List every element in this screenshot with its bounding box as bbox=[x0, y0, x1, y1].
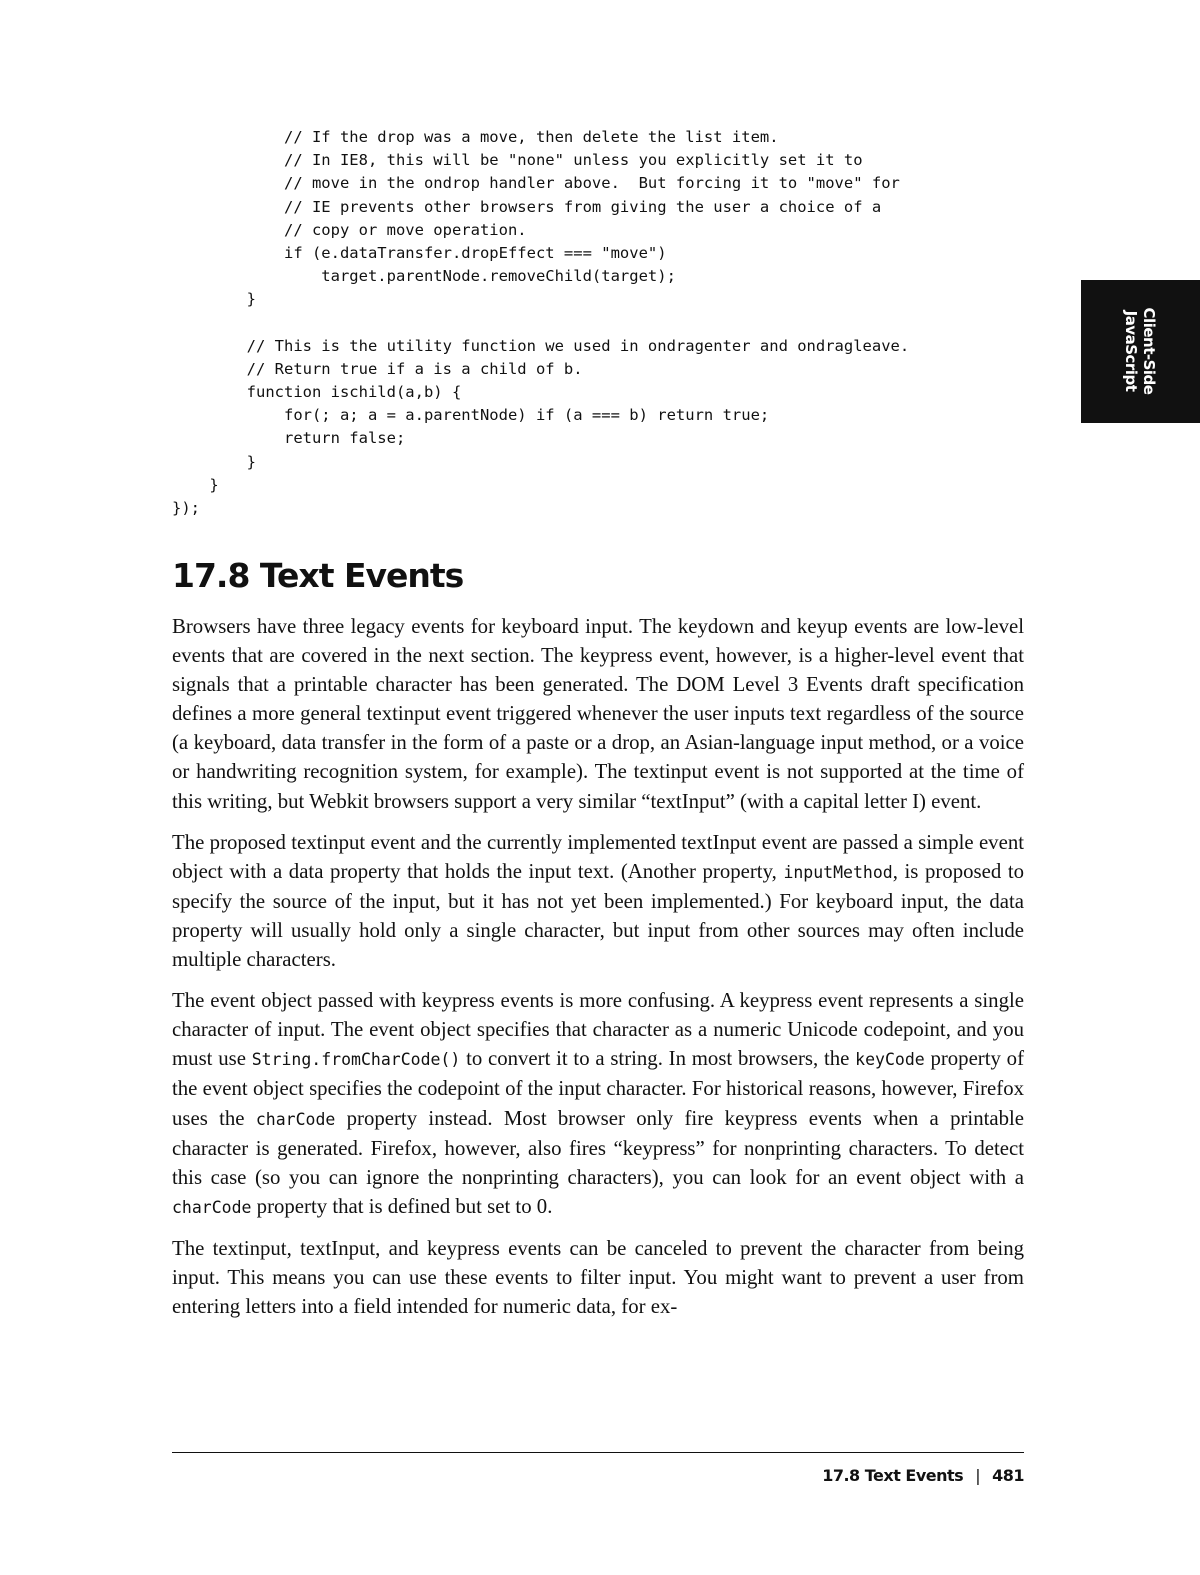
code-line: if (e.dataTransfer.dropEffect === "move") bbox=[172, 243, 667, 262]
paragraph-textinput-event bbox=[172, 828, 1024, 974]
code-line: // This is the utility function we used in ondragenter and ondragleave. bbox=[172, 336, 910, 355]
code-line: // Return true if a is a child of b. bbox=[172, 359, 583, 378]
side-tab-label bbox=[1122, 308, 1158, 395]
chapter-side-tab bbox=[1081, 280, 1200, 423]
paragraph-legacy-events: Browsers have three legacy events for keyboard input. The keydown and keyup events are low-level events that are covered in the next section. The keypress event, however, is a higher-level event that signals that a printable character has been generated. The DOM Level 3 Events draft specification defines a more general textinput event triggered whenever the user inputs text regardless of the source (a keyboard, data transfer in the form of a paste or a drop, an Asian-language input method, or a voice or handwriting recognition system, for example). The textinput event is not supported at the time of this writing, but Webkit browsers support a very similar “textInput” (with a capital letter I) event. bbox=[172, 615, 1024, 813]
inline-code: charCode bbox=[172, 1197, 252, 1217]
code-line: // copy or move operation. bbox=[172, 220, 527, 239]
paragraph-cancel-events: The textinput, textInput, and keypress events can be canceled to prevent the character from being input. This means you can use these events to filter input. You might want to prevent a user from entering letters into a field intended for numeric data, for ex- bbox=[172, 1236, 1024, 1319]
paragraph-text: , is proposed to specify the source of the input, but it has not yet been implemented.) For keyboard input, the data property will usually hold only a single character, but input from other sources may often include multiple characters. bbox=[172, 859, 1024, 972]
code-line: // In IE8, this will be "none" unless you explicitly set it to bbox=[172, 151, 863, 170]
code-listing bbox=[172, 126, 1032, 520]
footer-rule bbox=[172, 1452, 1024, 1453]
code-line: target.parentNode.removeChild(target); bbox=[172, 267, 676, 286]
paragraph-text: to convert it to a string. In most browsers, the bbox=[460, 1047, 856, 1071]
paragraph-text: The proposed textinput event and the currently implemented textInput event are passed a simple event object with a data property that holds the input text. (Another property, bbox=[172, 830, 1024, 883]
code-line: return false; bbox=[172, 429, 406, 448]
code-line: function ischild(a,b) { bbox=[172, 383, 462, 402]
paragraph-text: The event object passed with keypress events is more confusing. A keypress event represents a single character of input. The event object specifies that character as a numeric Unicode codepoint, and you must use bbox=[172, 989, 1024, 1071]
inline-code: charCode bbox=[255, 1109, 336, 1129]
side-tab-line: Client-Side bbox=[1140, 307, 1158, 395]
code-line: }); bbox=[172, 499, 200, 517]
code-line: // move in the ondrop handler above. But forcing it to "move" for bbox=[172, 174, 900, 193]
page-footer bbox=[822, 1466, 1024, 1485]
code-line bbox=[172, 312, 1032, 335]
code-line: } bbox=[172, 290, 256, 309]
footer-section-title: 17.8 Text Events bbox=[822, 1466, 964, 1485]
inline-code: String.fromCharCode() bbox=[251, 1050, 461, 1070]
footer-separator: | bbox=[975, 1466, 981, 1485]
page-number: 481 bbox=[992, 1466, 1024, 1485]
side-tab-line: JavaScript bbox=[1122, 310, 1140, 392]
inline-code: keyCode bbox=[855, 1050, 925, 1070]
inline-code: inputMethod bbox=[783, 862, 893, 882]
paragraph-text: property that is defined but set to 0. bbox=[251, 1194, 553, 1218]
section-heading: 17.8 Text Events bbox=[172, 556, 464, 595]
paragraph-text: property instead. Most browser only fire keypress events when a printable character is generated. Firefox, however, also fires “keypress” for nonprinting characters. To detect this case (so you can ignore the nonprinting characters), you can look for an event object with a bbox=[172, 1106, 1025, 1189]
code-line: } bbox=[172, 452, 256, 471]
paragraph-text: property of the event object specifies the codepoint of the input character. For historical reasons, however, Firefox uses the bbox=[172, 1047, 1024, 1130]
code-line: for(; a; a = a.parentNode) if (a === b) return true; bbox=[172, 406, 770, 425]
code-line: // If the drop was a move, then delete the list item. bbox=[172, 128, 779, 146]
code-line: // IE prevents other browsers from giving the user a choice of a bbox=[172, 197, 882, 216]
body-text bbox=[172, 612, 1024, 1333]
paragraph-keypress-event bbox=[172, 986, 1024, 1222]
code-line: } bbox=[172, 475, 219, 494]
